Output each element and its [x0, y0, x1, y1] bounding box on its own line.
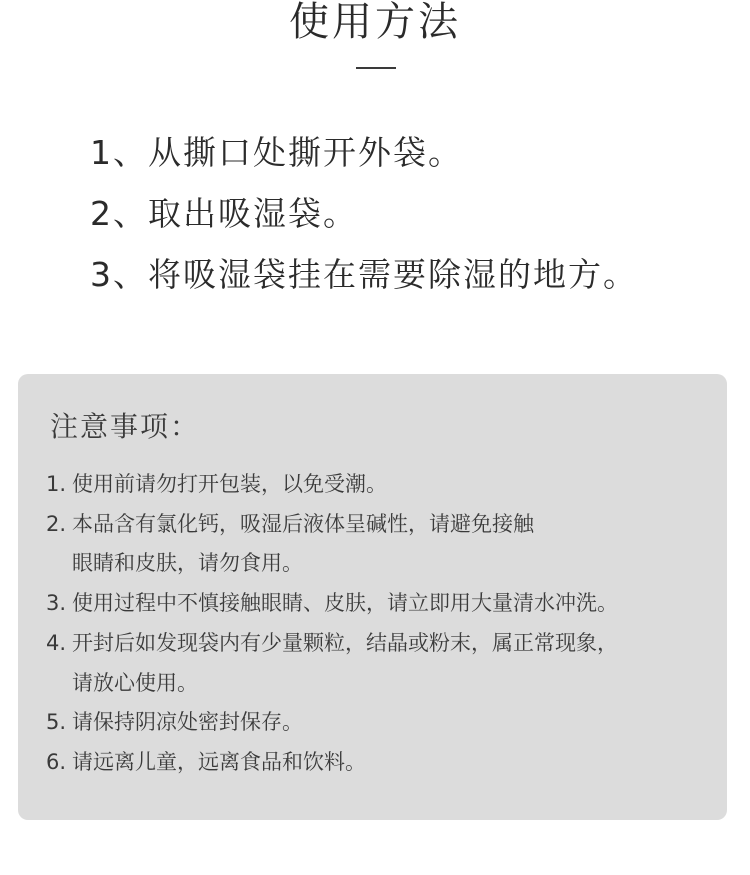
- notice-item-text: 开封后如发现袋内有少量颗粒，结晶或粉末，属正常现象，: [72, 630, 618, 655]
- usage-step: 3、将吸湿袋挂在需要除湿的地方。: [90, 255, 638, 294]
- notice-item-number: 4.: [46, 630, 67, 655]
- notice-item-text: 本品含有氯化钙，吸湿后液体呈碱性，请避免接触: [72, 511, 534, 536]
- notice-item-text: 眼睛和皮肤，请勿食用。: [72, 551, 303, 576]
- notice-item: [46, 743, 618, 783]
- notice-item-number: 6.: [46, 749, 67, 774]
- usage-steps: [90, 122, 638, 305]
- notice-item-number: 2.: [46, 511, 67, 536]
- notice-item-text: 请保持阴凉处密封保存。: [72, 710, 303, 735]
- notice-item: [46, 465, 618, 505]
- notice-panel: [18, 374, 727, 820]
- notice-item: [46, 624, 618, 703]
- notice-item-text: 请远离儿童，远离食品和饮料。: [72, 749, 366, 774]
- notice-item: [46, 703, 618, 743]
- notice-item: [46, 584, 618, 624]
- notice-item-number: 5.: [46, 710, 67, 735]
- page-title: 使用方法: [289, 0, 461, 45]
- notice-item-number: 1.: [46, 472, 67, 496]
- notice-item-text: 使用过程中不慎接触眼睛、皮肤，请立即用大量清水冲洗。: [72, 591, 618, 616]
- notice-heading: 注意事项：: [50, 410, 201, 443]
- usage-step: 1、从撕口处撕开外袋。: [90, 133, 463, 172]
- usage-step: 2、取出吸湿袋。: [90, 194, 358, 233]
- notice-list: [46, 465, 618, 783]
- notice-item-number: 3.: [46, 591, 67, 616]
- notice-item-text: 请放心使用。: [72, 670, 198, 695]
- notice-item: [46, 505, 618, 584]
- notice-item-text: 使用前请勿打开包装，以免受潮。: [72, 472, 387, 496]
- title-divider: [356, 67, 396, 69]
